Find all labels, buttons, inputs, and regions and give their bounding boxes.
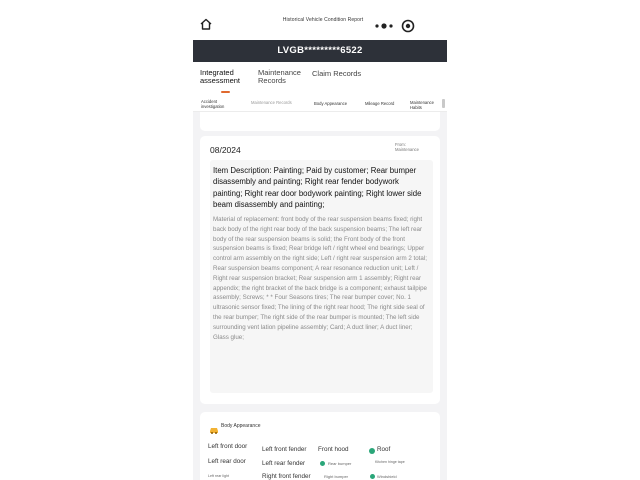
part-left-rear-light: Left rear light — [208, 474, 229, 478]
tab-claim-records[interactable] — [312, 70, 361, 78]
mini-program-capsule — [367, 16, 443, 36]
part-front-hood: Front hood — [318, 446, 349, 453]
subtab-label-line: investigation — [201, 104, 225, 109]
part-right-front-fender: Right front fender — [262, 473, 311, 480]
part-roof: Roof — [377, 446, 391, 453]
part-left-front-fender: Left front fender — [262, 446, 307, 453]
item-description: Item Description: Painting; Paid by customer; Rear bumper disassembly and painting; Right rear fender bodywork painting; Right rear door bodywork painting; Right lower side beam disassembly and painting; — [213, 166, 422, 210]
part-windshield: Windshield — [377, 474, 397, 479]
subtab-label-line: Maintenance — [410, 100, 434, 105]
tab-label-line: Maintenance — [258, 68, 301, 77]
part-kitchen-hinge: Kitchen hinge tape — [375, 460, 405, 464]
record-date: 08/2024 — [210, 145, 241, 155]
record-source-label: From: — [395, 142, 406, 147]
part-left-front-door: Left front door — [208, 443, 248, 450]
vehicle-plate-bar — [193, 40, 447, 62]
page-title: Historical Vehicle Condition Report — [282, 17, 364, 23]
subtab-label-line: Accident — [201, 99, 218, 104]
previous-record-card — [200, 112, 440, 131]
subtab-label-line: Habits — [410, 105, 422, 110]
subtab-maintenance-habits[interactable] — [410, 100, 434, 110]
section-title: Body Appearance — [221, 423, 261, 429]
record-source-value: Maintenance — [395, 146, 419, 152]
subtab-label-line: Maintenance Records — [251, 100, 292, 105]
record-source — [395, 143, 419, 152]
part-left-rear-door: Left rear door — [208, 458, 246, 465]
record-detail-box — [210, 160, 433, 393]
part-left-rear-fender: Left rear fender — [262, 460, 306, 467]
home-icon[interactable] — [199, 17, 213, 31]
top-bar — [193, 0, 447, 40]
part-right-bumper: Right bumper — [324, 474, 349, 479]
body-appearance-card — [200, 412, 440, 480]
phone-screen — [193, 0, 447, 480]
subtab-body-appearance[interactable] — [314, 101, 347, 106]
maintenance-record-card — [200, 136, 440, 404]
active-tab-indicator — [221, 91, 230, 93]
damage-marker — [370, 474, 375, 479]
tab-integrated-assessment[interactable] — [200, 69, 240, 85]
car-icon — [209, 425, 219, 434]
subtab-accident-investigation[interactable] — [201, 99, 224, 109]
subtab-label-line: Mileage Record — [365, 101, 395, 106]
damage-marker — [369, 448, 375, 454]
main-tabs — [193, 62, 447, 96]
close-target-icon[interactable] — [401, 19, 415, 33]
tab-label-line: Records — [258, 76, 286, 85]
subtab-mileage-record[interactable] — [365, 101, 394, 106]
tab-label-line: Integrated — [200, 68, 234, 77]
tab-maintenance-records[interactable] — [258, 69, 301, 85]
vehicle-plate: LVGB*********6522 — [277, 45, 363, 56]
more-icon[interactable] — [373, 19, 395, 33]
subtab-scrollbar[interactable] — [442, 99, 445, 108]
sub-tabs — [193, 96, 447, 112]
replacement-material: Material of replacement: front body of the rear suspension beams fixed; right back body of the right rear body of the back suspension beams; The left rear body of the rear suspension beams is solid; the Front body of the front suspension beams is fixed; Rear bridge left / right wheel end bearings; Upper control arm assembly on the right side; Left / right rear suspension arm 2 total; Rear suspension beams component; A rear resonance reduction unit; Left / Right rear suspension bracket; Rear suspension arm 1 assembly; Right rear appendix; the right bracket of the back bridge is a component; exhaust tailpipe assembly; Screws; * * Four Seasons tires; The rear bumper cover; No. 1 ultrasonic sensor fixed; The lining of the right rear hood; The right side seal of the rear bumper; The right side of the rear bumper is mounted; The left side surrounding vent lation pipeline assembly; Card; A duct liner; A duct liner; Glass glue; — [213, 216, 427, 341]
tab-label-line: assessment — [200, 76, 241, 85]
subtab-label-line: Body Appearance — [314, 101, 348, 106]
subtab-maintenance-records[interactable] — [251, 100, 292, 105]
damage-marker — [320, 461, 325, 466]
part-rear-bumper: Rear bumper — [328, 461, 352, 466]
tab-label-line: Claim Records — [312, 69, 362, 78]
